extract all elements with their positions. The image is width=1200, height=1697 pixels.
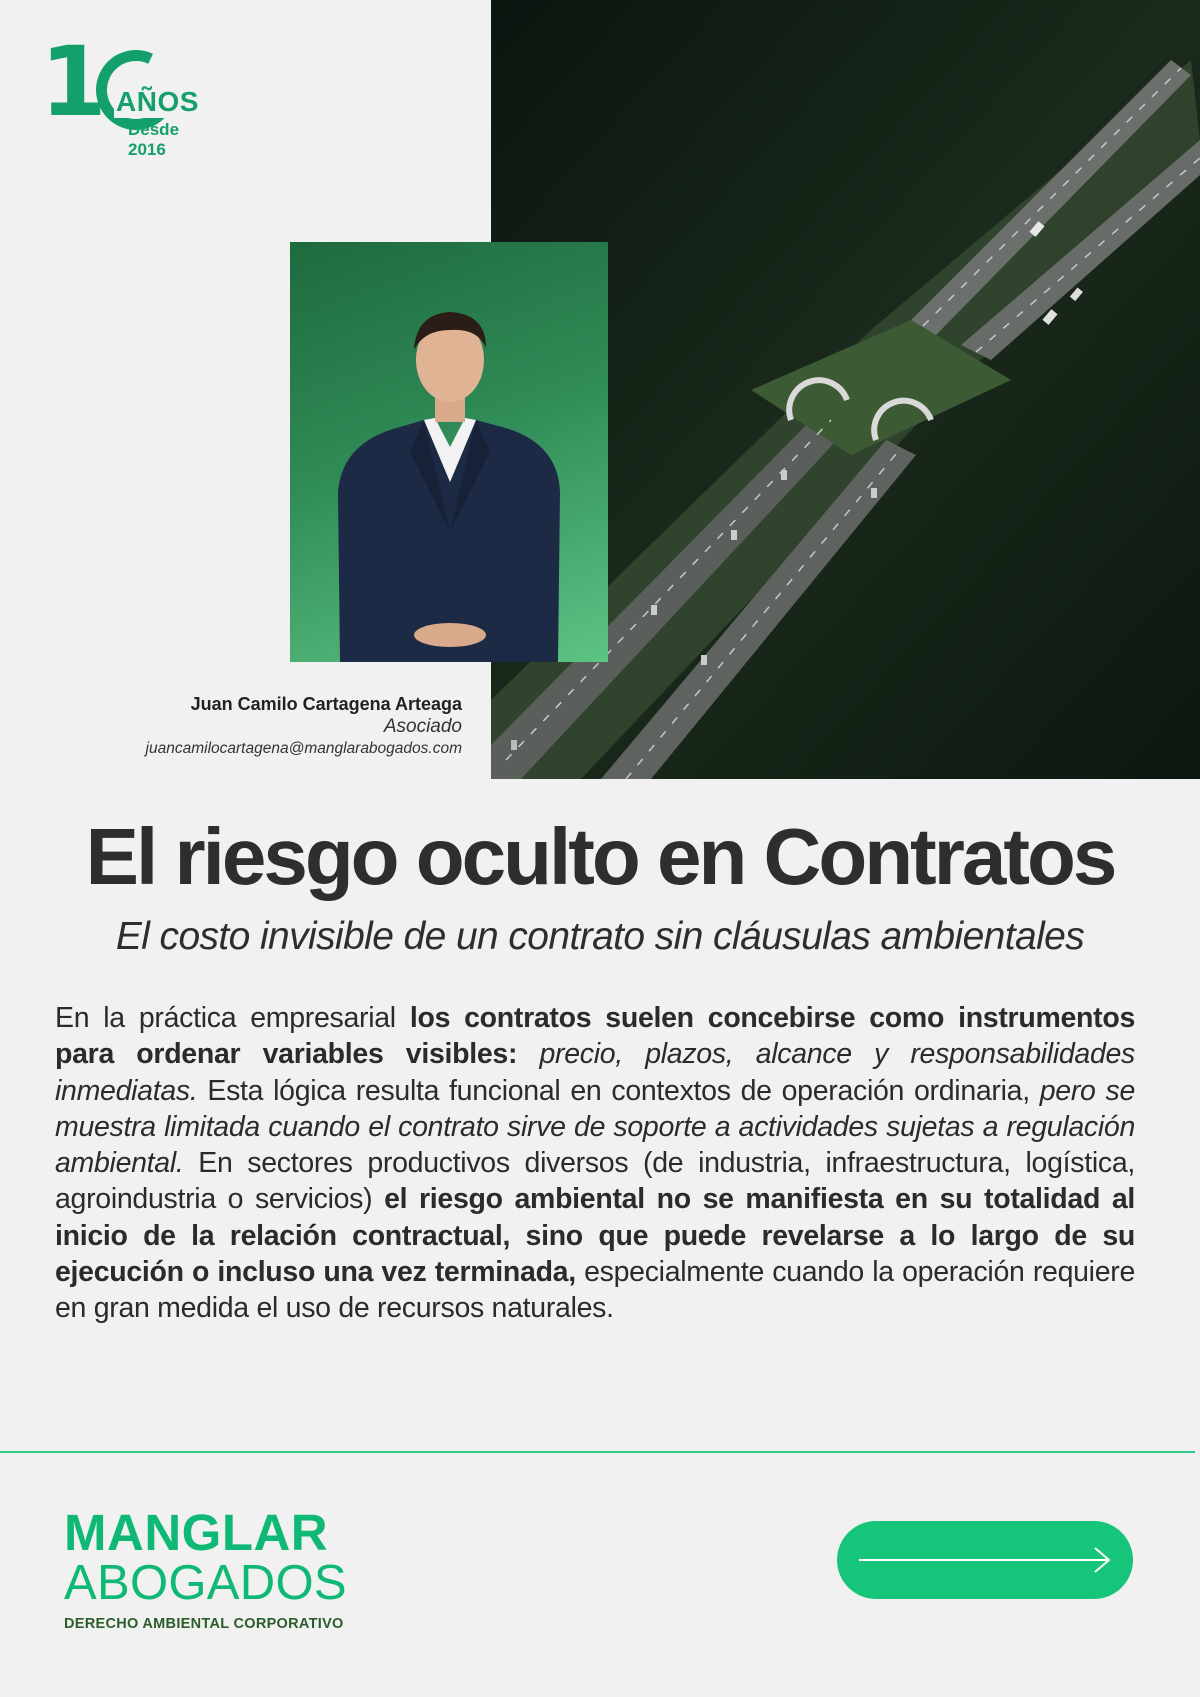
manglar-logo: [64, 1504, 394, 1632]
page-title: El riesgo oculto en Contratos: [85, 812, 1115, 901]
body-segment: En sectores productivos diversos (de industria, infraestructura, logística, agroindustria o servicios): [55, 1147, 1135, 1216]
body-segment: pero se muestra limitada cuando el contrato sirve de soporte a actividades sujetas a regulación ambiental.: [55, 1074, 1135, 1180]
author-role: Asociado: [383, 716, 462, 737]
body-paragraph: [55, 1000, 1135, 1327]
arrow-right-icon: [837, 1521, 1133, 1599]
badge-number: 1: [40, 26, 107, 138]
badge-anos: AÑOS: [116, 86, 199, 117]
page-subtitle: El costo invisible de un contrato sin cláusulas ambientales: [115, 915, 1085, 958]
logo-line-2: ABOGADOS: [64, 1556, 347, 1610]
body-segment: En la práctica empresarial: [55, 1002, 410, 1034]
badge-since: Desde 2016: [128, 120, 180, 159]
author-portrait: [290, 242, 608, 662]
author-info: [2, 692, 462, 760]
body-segment: precio, plazos, alcance y responsabilidades inmediatas.: [55, 1038, 1136, 1107]
body-segment: especialmente cuando la operación requiere en gran medida el uso de recursos naturales.: [55, 1256, 1135, 1325]
logo-tagline: DERECHO AMBIENTAL CORPORATIVO: [64, 1616, 344, 1632]
person-figure: [290, 242, 608, 662]
next-button[interactable]: [837, 1521, 1133, 1599]
anniversary-badge: [40, 26, 210, 159]
body-segment: [517, 1038, 539, 1070]
body-segment: Esta lógica resulta funcional en contextos de operación ordinaria,: [197, 1074, 1040, 1107]
body-segment: el riesgo ambiental no se manifiesta en su totalidad al inicio de la relación contractual, sino que puede revelarse a lo largo de su ejecución o incluso una vez terminada,: [55, 1183, 1135, 1289]
body-segment: los contratos suelen concebirse como instrumentos para ordenar variables visibles:: [55, 1002, 1135, 1071]
author-email[interactable]: juancamilocartagena@manglarabogados.com: [145, 740, 462, 757]
footer-divider: [0, 1451, 1195, 1453]
logo-line-1: MANGLAR: [64, 1504, 329, 1561]
author-name: Juan Camilo Cartagena Arteaga: [190, 694, 462, 714]
